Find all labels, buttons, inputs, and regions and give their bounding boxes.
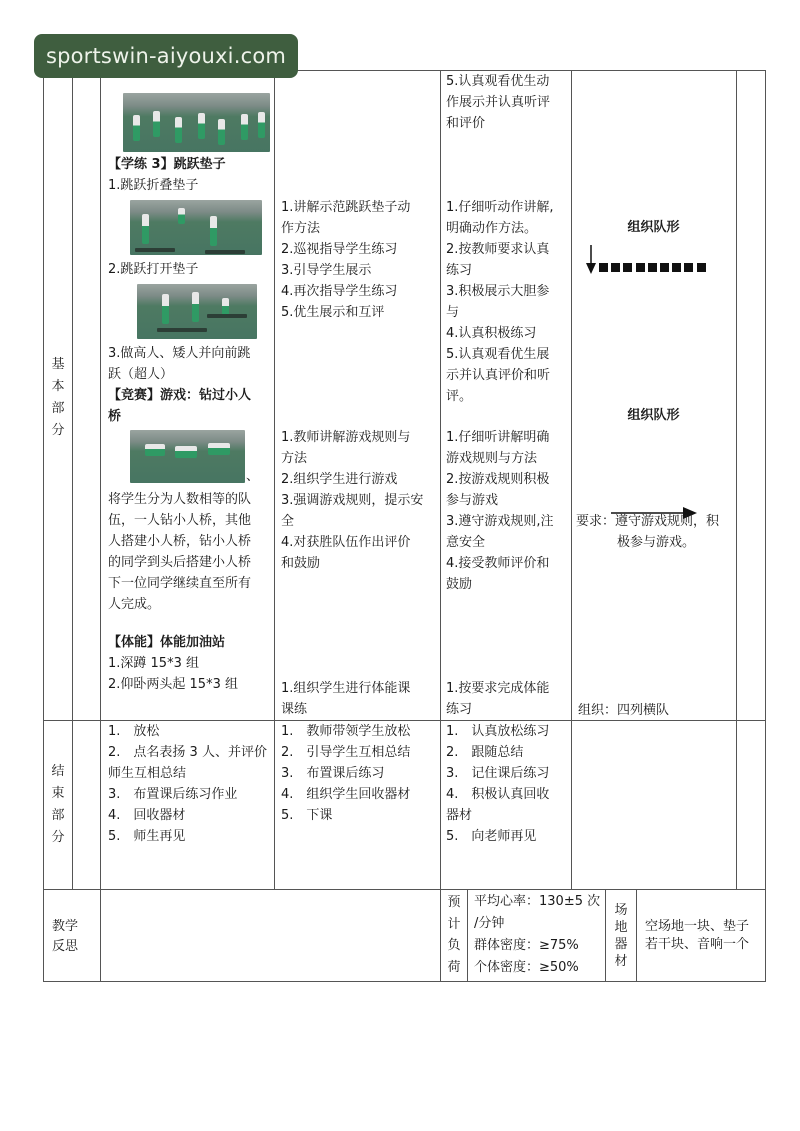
text-line: 1.按要求完成体能: [446, 681, 550, 696]
practice3-student-activities: [446, 197, 570, 407]
fitness-title: 【体能】体能加油站: [108, 635, 226, 650]
text-line: 跃（超人）: [108, 367, 174, 382]
col-divider-1: [72, 70, 73, 889]
text-line: 游戏规则与方法: [446, 451, 538, 466]
top-student-note: [446, 71, 570, 134]
practice3-organization-title: 组织队形: [627, 220, 680, 235]
text-line: 参与游戏: [446, 493, 499, 508]
text-line: 2.按教师要求认真: [446, 242, 550, 257]
text-line: 全: [281, 514, 295, 529]
text-line: 3.积极展示大胆参: [446, 284, 550, 299]
fitness-student-activities: [446, 678, 570, 720]
col-divider-4: [440, 70, 441, 982]
text-line: 鼓励: [446, 577, 473, 592]
label-char: 场: [614, 903, 628, 918]
text-line: 3.遵守游戏规则,注: [446, 514, 554, 529]
text-line: 4. 积极认真回收: [446, 787, 550, 802]
row-divider-ending-end: [43, 889, 765, 890]
text-line: 1.讲解示范跳跃垫子动: [281, 200, 411, 215]
label-char: 预: [447, 895, 461, 910]
heart-rate-unit: /分钟: [474, 916, 505, 931]
text-line: 课练: [281, 702, 308, 717]
text-line: 1.教师讲解游戏规则与: [281, 430, 411, 445]
text-line: 要求：遵守游戏规则，积: [576, 514, 720, 529]
text-line: 4.再次指导学生练习: [281, 284, 398, 299]
text-line: 2.仰卧两头起 15*3 组: [108, 677, 238, 692]
label-char: 地: [614, 920, 628, 935]
text-line: 1. 教师带领学生放松: [281, 724, 411, 739]
text-line: 3.引导学生展示: [281, 263, 372, 278]
section-label-ending: [48, 761, 68, 849]
text-line: 3.强调游戏规则，提示安: [281, 493, 424, 508]
text-line: 明确动作方法。: [446, 221, 538, 236]
text-line: 作方法: [281, 221, 321, 236]
table-bottom-border: [43, 981, 765, 982]
photo-jump-fold-mat: [130, 200, 262, 255]
text-line: 若干块、音响一个: [645, 937, 750, 952]
text-line: 练习: [446, 263, 473, 278]
equipment-values: [645, 918, 763, 954]
text-line: 2. 点名表扬 3 人、并评价: [108, 745, 267, 760]
text-line: 空场地一块、垫子: [645, 919, 750, 934]
col-divider-5: [571, 70, 572, 889]
text-line: 练习: [446, 702, 473, 717]
text-line: 2. 引导学生互相总结: [281, 745, 411, 760]
col-divider-3: [274, 70, 275, 889]
text-line: 5.优生展示和互评: [281, 305, 385, 320]
text-line: 方法: [281, 451, 308, 466]
practice3-title: 【学练 3】跳跃垫子: [108, 157, 226, 172]
text-line: 桥: [108, 409, 122, 424]
ending-teacher-activities: [281, 721, 437, 826]
load-label: [444, 892, 464, 978]
label-char: 荷: [447, 959, 461, 975]
label-char: 器: [614, 937, 628, 952]
label-char: 本: [51, 379, 65, 394]
label-line: 教学: [52, 919, 79, 934]
col-divider-2: [100, 70, 101, 982]
ending-student-activities: [446, 721, 570, 847]
label-char: 分: [51, 830, 65, 845]
text-line: 1. 认真放松练习: [446, 724, 550, 739]
text-line: 2. 跟随总结: [446, 745, 524, 760]
text-line: 人完成。: [108, 597, 161, 612]
practice3-teacher-activities: [281, 197, 437, 323]
fitness-items: [108, 653, 273, 695]
text-line: 人搭建小人桥，钻小人桥: [108, 534, 252, 549]
footer-divider-load-label: [467, 889, 468, 981]
game-description: [108, 489, 273, 615]
text-line: 1.深蹲 15*3 组: [108, 656, 199, 671]
text-line: 意安全: [446, 535, 486, 550]
group-density: 群体密度：≥75%: [474, 938, 579, 953]
student-formation-squares: [599, 263, 709, 272]
text-line: 5.认真观看优生动: [446, 74, 550, 89]
text-line: 5. 向老师再见: [446, 829, 537, 844]
text-line: 1. 放松: [108, 724, 160, 739]
text-line: 4.接受教师评价和: [446, 556, 550, 571]
footer-divider-equipment-label: [636, 889, 637, 981]
text-line: 3.做高人、矮人并向前跳: [108, 346, 251, 361]
text-line: 4. 组织学生回收器材: [281, 787, 411, 802]
table-right-border: [765, 70, 766, 982]
label-char: 材: [614, 954, 628, 969]
label-char: 计: [447, 916, 461, 932]
col-divider-6: [736, 70, 737, 889]
label-char: 束: [51, 786, 65, 801]
text-line: 4.认真积极练习: [446, 326, 537, 341]
text-line: 4.对获胜队伍作出评价: [281, 535, 411, 550]
load-values: [474, 891, 605, 979]
text-line: 与: [446, 305, 460, 320]
label-char: 分: [51, 423, 65, 438]
game-requirement: [576, 511, 736, 553]
game-organization-title: 组织队形: [627, 408, 680, 423]
text-line: 3. 记住课后练习: [446, 766, 550, 781]
label-char: 部: [51, 808, 65, 823]
label-char: 基: [51, 357, 65, 372]
equipment-label: [611, 902, 631, 970]
section-label-basic: [48, 354, 68, 442]
label-char: 部: [51, 401, 65, 416]
text-line: 5.认真观看优生展: [446, 347, 550, 362]
text-line: 4. 回收器材: [108, 808, 186, 823]
text-line: 器材: [446, 808, 473, 823]
text-line: 伍，一人钻小人桥，其他: [108, 513, 252, 528]
label-char: 负: [447, 938, 461, 953]
text-line: 极参与游戏。: [616, 535, 695, 550]
text-line: 评。: [446, 389, 473, 404]
section-label-reflection: [52, 917, 92, 957]
text-line: 和评价: [446, 116, 486, 131]
practice3-step-2: 2.跳跃打开垫子: [108, 262, 199, 277]
text-line: 将学生分为人数相等的队: [108, 492, 252, 507]
arrow-down-icon: [585, 245, 599, 275]
game-student-activities: [446, 427, 570, 595]
formation-diagram-practice3: [585, 245, 725, 277]
text-line: 师生互相总结: [108, 766, 187, 781]
text-line: 的同学到头后搭建小人桥: [108, 555, 252, 570]
game-title: [108, 385, 273, 427]
text-line: 5. 下课: [281, 808, 333, 823]
text-line: 示并认真评价和听: [446, 368, 551, 383]
fitness-organization: 组织：四列横队: [578, 703, 670, 718]
text-line: 【竞赛】游戏：钻过小人: [108, 388, 252, 403]
text-line: 和鼓励: [281, 556, 321, 571]
footer-divider-load-values: [605, 889, 606, 981]
text-line: 1.仔细听讲解明确: [446, 430, 550, 445]
game-photo-suffix: 、: [246, 469, 260, 484]
photo-group-exercise: [123, 93, 270, 152]
text-line: 1.仔细听动作讲解,: [446, 200, 554, 215]
heart-rate: 平均心率：130±5 次: [474, 894, 601, 909]
text-line: 2.巡视指导学生练习: [281, 242, 398, 257]
text-line: 5. 师生再见: [108, 829, 186, 844]
game-teacher-activities: [281, 427, 437, 574]
individual-density: 个体密度：≥50%: [474, 960, 579, 975]
practice3-step-1: 1.跳跃折叠垫子: [108, 178, 199, 193]
fitness-teacher-activities: [281, 678, 437, 720]
label-char: 结: [51, 764, 65, 779]
label-line: 反思: [52, 939, 79, 954]
watermark-banner: sportswin-aiyouxi.com: [34, 34, 298, 78]
photo-bridge-game: [130, 430, 245, 483]
table-left-border: [43, 70, 44, 982]
text-line: 2.按游戏规则积极: [446, 472, 550, 487]
text-line: 1.组织学生进行体能课: [281, 681, 411, 696]
photo-jump-open-mat: [137, 284, 257, 339]
text-line: 下一位同学继续直至所有: [108, 576, 252, 591]
text-line: 2.组织学生进行游戏: [281, 472, 398, 487]
practice3-step-3: [108, 343, 273, 385]
text-line: 3. 布置课后练习作业: [108, 787, 238, 802]
text-line: 作展示并认真听评: [446, 95, 551, 110]
text-line: 3. 布置课后练习: [281, 766, 385, 781]
ending-content: [108, 721, 273, 847]
